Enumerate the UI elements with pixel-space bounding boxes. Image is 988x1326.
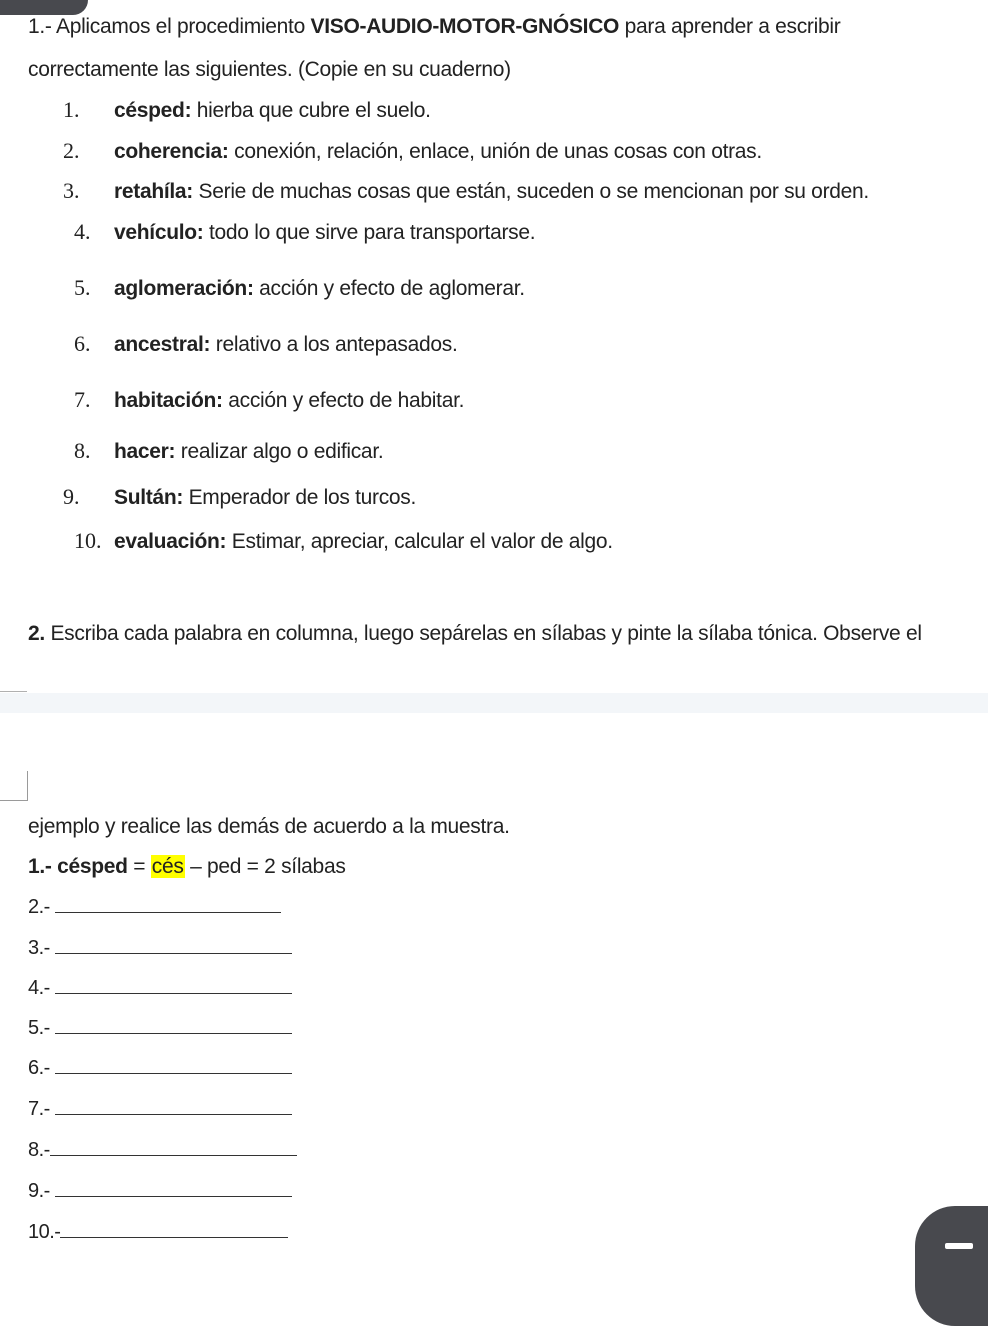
vocab-term: coherencia: <box>114 140 229 163</box>
answer-blank[interactable] <box>55 1015 292 1034</box>
answer-line[interactable]: 3.- <box>28 935 292 960</box>
vocab-definition: acción y efecto de habitar. <box>222 389 465 412</box>
vocab-item: 9. Sultán: Emperador de los turcos. <box>63 484 417 509</box>
answer-line[interactable]: 8.- <box>28 1137 297 1162</box>
page-margin-corner-mark <box>27 771 28 801</box>
page-break-line <box>0 691 27 692</box>
answer-line[interactable]: 10.- <box>28 1219 288 1244</box>
section1-intro-line2: correctamente las siguientes. (Copie en su cuaderno) <box>28 58 511 81</box>
intro-prefix: 1.- Aplicamos el procedimiento <box>28 15 311 38</box>
vocab-item: 2. coherencia: conexión, relación, enlace, unión de unas cosas con otras. <box>63 138 762 163</box>
answer-blank[interactable] <box>50 1137 297 1156</box>
floating-action-button[interactable] <box>915 1206 988 1326</box>
vocab-item: 3. retahíla: Serie de muchas cosas que están, suceden o se mencionan por su orden. <box>63 178 869 203</box>
answer-line[interactable]: 7.- <box>28 1096 292 1121</box>
vocab-item: 7. habitación: acción y efecto de habitar. <box>74 387 465 412</box>
vocab-term: aglomeración: <box>114 277 254 300</box>
vocab-definition: relativo a los antepasados. <box>210 333 458 356</box>
vocab-term: ancestral: <box>114 333 211 356</box>
vocab-item: 8. hacer: realizar algo o edificar. <box>74 438 384 463</box>
section2-number: 2. <box>28 622 45 645</box>
page-margin-corner-mark <box>0 800 28 801</box>
vocab-term: habitación: <box>114 389 223 412</box>
top-overlay-tab <box>0 0 88 15</box>
answer-line[interactable]: 2.- <box>28 894 281 919</box>
page-break-gap <box>0 693 988 713</box>
section1-intro <box>28 15 840 39</box>
vocab-term: vehículo: <box>114 221 204 244</box>
vocab-item: 5. aglomeración: acción y efecto de aglomerar. <box>74 275 525 300</box>
syllable-example: 1.- césped = cés – ped = 2 sílabas <box>28 855 346 878</box>
vocab-item: 6. ancestral: relativo a los antepasados. <box>74 331 458 356</box>
answer-line[interactable]: 5.- <box>28 1015 292 1040</box>
menu-handle-icon <box>945 1243 973 1249</box>
answer-blank[interactable] <box>55 1055 292 1074</box>
vocab-item: 4. vehículo: todo lo que sirve para transportarse. <box>74 219 536 244</box>
answer-blank[interactable] <box>55 1178 292 1197</box>
vocab-term: hacer: <box>114 440 176 463</box>
section2-instruction-line2: ejemplo y realice las demás de acuerdo a la muestra. <box>28 815 510 838</box>
vocab-term: retahíla: <box>114 180 193 203</box>
example-word: 1.- césped <box>28 855 128 878</box>
vocab-item: 1. césped: hierba que cubre el suelo. <box>63 97 431 122</box>
vocab-term: evaluación: <box>114 530 227 553</box>
section2-instruction-text: Escriba cada palabra en columna, luego sepárelas en sílabas y pinte la sílaba tónica. Observe el <box>44 622 922 645</box>
vocab-definition: Estimar, apreciar, calcular el valor de algo. <box>226 530 613 553</box>
answer-line[interactable]: 9.- <box>28 1178 292 1203</box>
section2-instruction <box>28 622 922 646</box>
answer-blank[interactable] <box>55 975 292 994</box>
vocab-item: 10. evaluación: Estimar, apreciar, calcular el valor de algo. <box>74 528 613 553</box>
vocab-term: Sultán: <box>114 486 184 509</box>
vocab-term: césped: <box>114 99 192 122</box>
intro-suffix: para aprender a escribir <box>619 15 841 38</box>
intro-method: VISO-AUDIO-MOTOR-GNÓSICO <box>310 15 620 38</box>
vocab-definition: realizar algo o edificar. <box>175 440 384 463</box>
vocab-definition: acción y efecto de aglomerar. <box>253 277 525 300</box>
vocab-definition: conexión, relación, enlace, unión de unas cosas con otras. <box>228 140 762 163</box>
answer-blank[interactable] <box>55 1096 292 1115</box>
vocab-definition: Emperador de los turcos. <box>183 486 417 509</box>
answer-line[interactable]: 6.- <box>28 1055 292 1080</box>
vocab-definition: todo lo que sirve para transportarse. <box>203 221 536 244</box>
answer-line[interactable]: 4.- <box>28 975 292 1000</box>
vocab-definition: Serie de muchas cosas que están, suceden o se mencionan por su orden. <box>193 180 869 203</box>
vocab-definition: hierba que cubre el suelo. <box>191 99 431 122</box>
stressed-syllable-highlight: cés <box>151 855 184 878</box>
answer-blank[interactable] <box>60 1219 288 1238</box>
answer-blank[interactable] <box>55 935 292 954</box>
example-rest: – ped = 2 sílabas <box>184 855 346 878</box>
answer-blank[interactable] <box>55 894 281 913</box>
